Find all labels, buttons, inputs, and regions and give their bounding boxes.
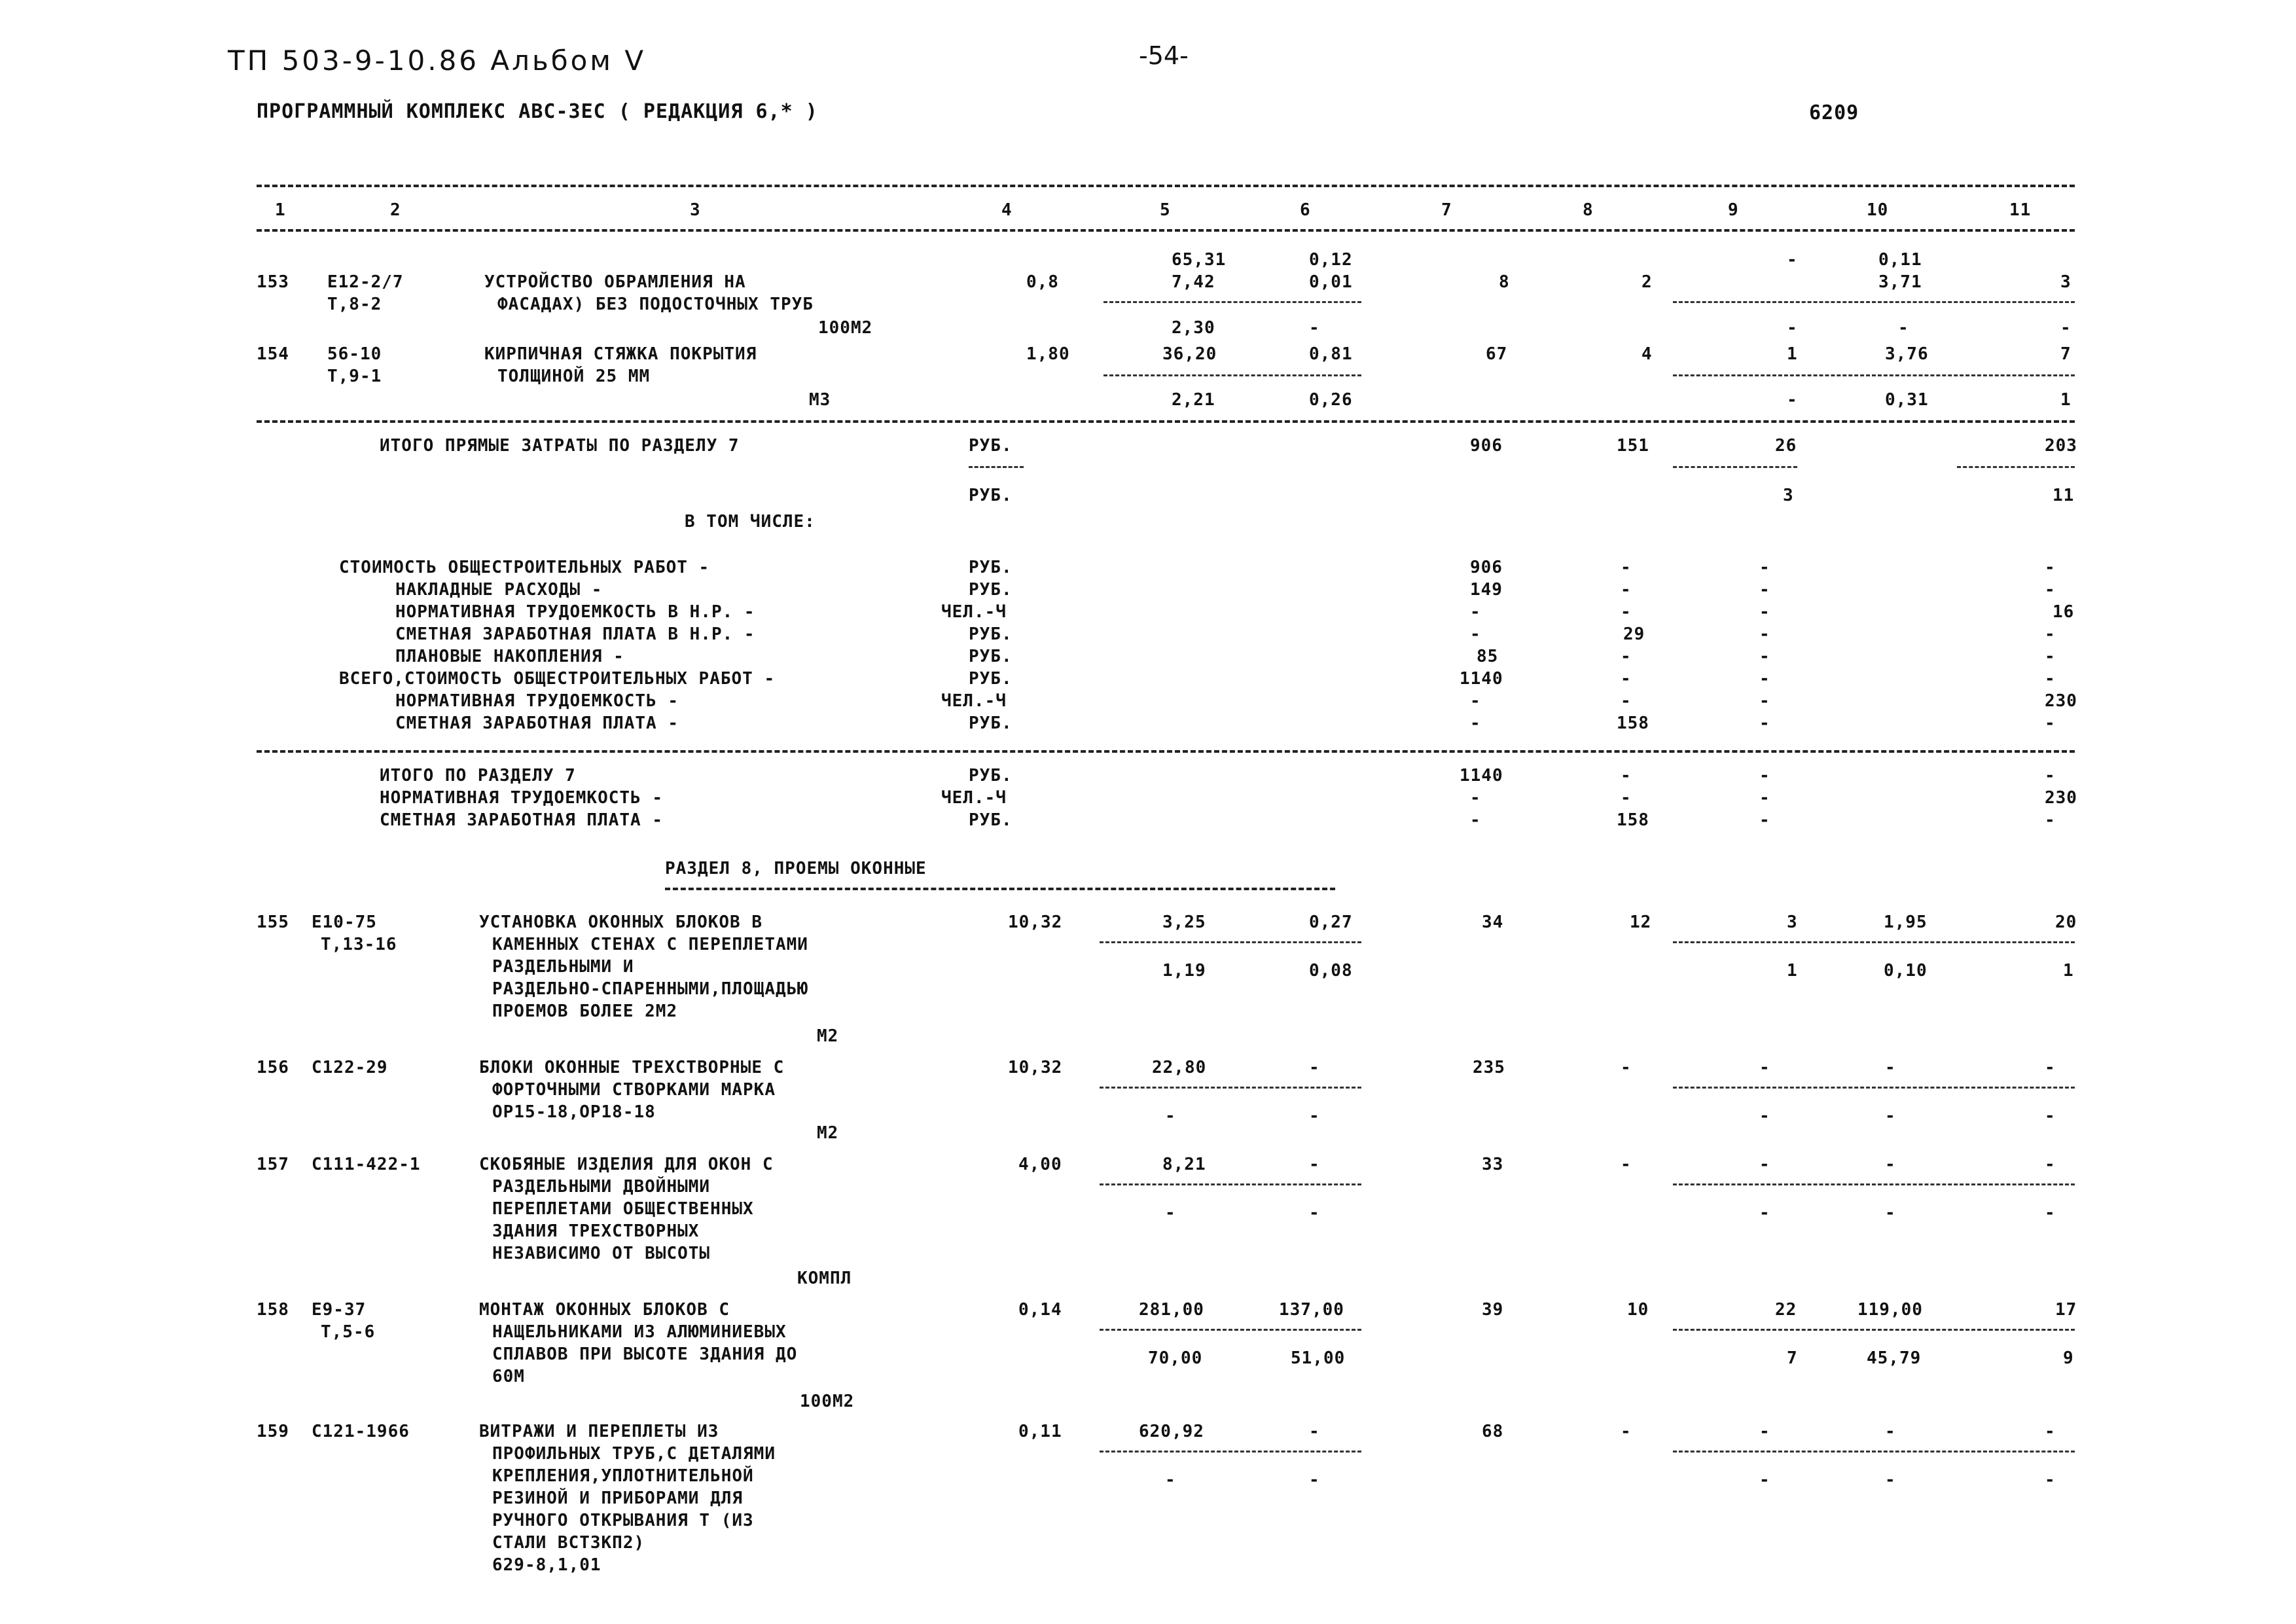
- row-c10a: -: [1885, 1155, 1896, 1174]
- row-c10a: -: [1885, 1422, 1896, 1441]
- itogo-c9: -: [1759, 766, 1770, 785]
- row-c10b: 3,71: [1878, 272, 1922, 292]
- row-c5b: -: [1165, 1203, 1176, 1223]
- row-desc-line: ТОЛЩИНОЙ 25 ММ: [497, 367, 651, 386]
- row-unit: 100М2: [818, 318, 873, 338]
- row-c5a: 65,31: [1172, 250, 1227, 270]
- itogo-c9: -: [1759, 810, 1770, 830]
- row-c9b: -: [1759, 1203, 1770, 1223]
- row-c6a: 137,00: [1279, 1300, 1344, 1320]
- row-desc-line: БЛОКИ ОКОННЫЕ ТРЕХСТВОРНЫЕ С: [479, 1058, 785, 1077]
- unit-divider: [969, 466, 1024, 468]
- row-desc-line: УСТРОЙСТВО ОБРАМЛЕНИЯ НА: [484, 272, 746, 292]
- breakdown-c8: -: [1621, 691, 1632, 711]
- row-c8: -: [1621, 1058, 1632, 1077]
- itogo-direct-label: ИТОГО ПРЯМЫЕ ЗАТРАТЫ ПО РАЗДЕЛУ 7: [380, 436, 740, 456]
- itogo-c7: 1140: [1460, 766, 1503, 785]
- itogo-unit: РУБ.: [969, 810, 1013, 830]
- row-c7: 68: [1482, 1422, 1504, 1441]
- row-desc-line: ВИТРАЖИ И ПЕРЕПЛЕТЫ ИЗ: [479, 1422, 719, 1441]
- row-desc-line: ПЕРЕПЛЕТАМИ ОБЩЕСТВЕННЫХ: [492, 1199, 754, 1219]
- row-qty: 0,14: [1018, 1300, 1062, 1320]
- row-c9b: -: [1787, 390, 1798, 410]
- row-desc-line: НАЩЕЛЬНИКАМИ ИЗ АЛЮМИНИЕВЫХ: [492, 1322, 787, 1342]
- itogo-unit: РУБ.: [969, 766, 1013, 785]
- itogo-c9: -: [1759, 788, 1770, 808]
- row-c6b: -: [1309, 1470, 1320, 1490]
- row-desc-line: 629-8,1,01: [492, 1555, 601, 1575]
- row-c5a: 22,80: [1152, 1058, 1207, 1077]
- row-qty: 1,80: [1026, 344, 1070, 364]
- breakdown-unit: РУБ.: [969, 558, 1013, 577]
- row-c6b: -: [1309, 1203, 1320, 1223]
- breakdown-c11: 230: [2045, 691, 2077, 711]
- cell-divider: [1673, 374, 2075, 376]
- row-c8: -: [1621, 1155, 1632, 1174]
- breakdown-label: НАКЛАДНЫЕ РАСХОДЫ -: [395, 580, 603, 600]
- row-c10c: -: [1898, 318, 1909, 338]
- breakdown-c9: -: [1759, 580, 1770, 600]
- itogo-direct-c11a: 203: [2045, 436, 2077, 456]
- breakdown-c9: -: [1759, 624, 1770, 644]
- row-qty: 10,32: [1008, 1058, 1063, 1077]
- row-c11b: -: [2045, 1203, 2056, 1223]
- row-c5c: 2,30: [1172, 318, 1215, 338]
- row-c7: 8: [1499, 272, 1510, 292]
- breakdown-c8: 29: [1623, 624, 1645, 644]
- row-qty: 10,32: [1008, 912, 1063, 932]
- col-2: 2: [390, 200, 401, 220]
- page-number: -54-: [1139, 41, 1189, 70]
- row-c11a: 17: [2055, 1300, 2077, 1320]
- row-c11a: -: [2045, 1058, 2056, 1077]
- row-number: 159: [257, 1422, 289, 1441]
- row-code-sub: Т,9-1: [327, 367, 382, 386]
- breakdown-c11: 16: [2053, 602, 2075, 622]
- cell-divider: [1100, 1451, 1361, 1453]
- row-desc-line: КИРПИЧНАЯ СТЯЖКА ПОКРЫТИЯ: [484, 344, 757, 364]
- row-desc-line: РЕЗИНОЙ И ПРИБОРАМИ ДЛЯ: [492, 1489, 744, 1508]
- row-c6a: 0,27: [1309, 912, 1353, 932]
- row-c11a: -: [2045, 1422, 2056, 1441]
- breakdown-c11: -: [2045, 669, 2056, 689]
- row-c5a: 8,21: [1162, 1155, 1206, 1174]
- row-desc-line: УСТАНОВКА ОКОННЫХ БЛОКОВ В: [479, 912, 762, 932]
- row-c6a: 0,12: [1309, 250, 1353, 270]
- breakdown-label: СМЕТНАЯ ЗАРАБОТНАЯ ПЛАТА В Н.Р. -: [395, 624, 755, 644]
- header-rule-bottom: [257, 229, 2075, 232]
- itogo-label: СМЕТНАЯ ЗАРАБОТНАЯ ПЛАТА -: [380, 810, 663, 830]
- row-c9a: -: [1759, 1422, 1770, 1441]
- row-c10a: 1,95: [1884, 912, 1928, 932]
- cell-divider: [1673, 1329, 2075, 1331]
- itogo-direct-unit: РУБ.: [969, 436, 1013, 456]
- row-c9a: -: [1787, 250, 1798, 270]
- row-c9a: -: [1759, 1058, 1770, 1077]
- col-5: 5: [1160, 200, 1171, 220]
- row-c6a: -: [1309, 1422, 1320, 1441]
- itogo-c8: 158: [1617, 810, 1649, 830]
- row-c11b: -: [2045, 1470, 2056, 1490]
- cell-divider: [1673, 301, 2075, 303]
- row-c5b: 70,00: [1148, 1348, 1203, 1368]
- cell-divider: [1100, 1087, 1361, 1089]
- row-desc-line: ФОРТОЧНЫМИ СТВОРКАМИ МАРКА: [492, 1080, 776, 1100]
- itogo-c8: -: [1621, 766, 1632, 785]
- row-c11: 7: [2060, 344, 2072, 364]
- row-c6b: 0,08: [1309, 961, 1353, 981]
- row-number: 155: [257, 912, 289, 932]
- doc-code: ТП 503-9-10.86 Альбом V: [228, 45, 647, 77]
- row-c6b: -: [1309, 1106, 1320, 1126]
- breakdown-c7: -: [1470, 602, 1481, 622]
- row-qty: 4,00: [1018, 1155, 1062, 1174]
- row-c9b: -: [1759, 1470, 1770, 1490]
- row-desc-line: КРЕПЛЕНИЯ,УПЛОТНИТЕЛЬНОЙ: [492, 1466, 754, 1486]
- row-c7: 33: [1482, 1155, 1504, 1174]
- row-c5b: 1,19: [1162, 961, 1206, 981]
- cell-divider: [1673, 1183, 2075, 1185]
- breakdown-c8: -: [1621, 647, 1632, 666]
- breakdown-c8: 158: [1617, 713, 1649, 733]
- breakdown-c9: -: [1759, 713, 1770, 733]
- breakdown-label: НОРМАТИВНАЯ ТРУДОЕМКОСТЬ -: [395, 691, 679, 711]
- itogo-unit: ЧЕЛ.-Ч: [941, 788, 1007, 808]
- row-c11: 3: [2060, 272, 2072, 292]
- row-c7: 67: [1486, 344, 1508, 364]
- row-c11b: 1: [2060, 390, 2072, 410]
- row-c8: -: [1621, 1422, 1632, 1441]
- breakdown-unit: РУБ.: [969, 624, 1013, 644]
- row-c10b: 0,31: [1885, 390, 1929, 410]
- row-desc-line: СПЛАВОВ ПРИ ВЫСОТЕ ЗДАНИЯ ДО: [492, 1344, 798, 1364]
- row-c7: 235: [1473, 1058, 1505, 1077]
- row-c6c: -: [1309, 318, 1320, 338]
- itogo-direct-c9b: 3: [1783, 486, 1794, 505]
- itogo-c11: 230: [2045, 788, 2077, 808]
- breakdown-c9: -: [1759, 602, 1770, 622]
- row-c11b: -: [2060, 318, 2072, 338]
- itogo-direct-c7: 906: [1470, 436, 1503, 456]
- row-unit: КОМПЛ: [797, 1269, 852, 1288]
- breakdown-unit: ЧЕЛ.-Ч: [941, 691, 1007, 711]
- row-desc-line: ФАСАДАХ) БЕЗ ПОДОСТОЧНЫХ ТРУБ: [497, 295, 814, 314]
- breakdown-c11: -: [2045, 580, 2056, 600]
- cell-divider: [1103, 301, 1361, 303]
- row-c11a: -: [2045, 1155, 2056, 1174]
- section-title: РАЗДЕЛ 8, ПРОЕМЫ ОКОННЫЕ: [665, 859, 927, 878]
- row-code-sub: Т,13-16: [321, 935, 397, 954]
- row-c10b: 45,79: [1867, 1348, 1922, 1368]
- row-c7: 34: [1482, 912, 1504, 932]
- section-rule: [257, 750, 2075, 753]
- breakdown-unit: РУБ.: [969, 580, 1013, 600]
- row-c5b: 2,21: [1172, 390, 1215, 410]
- breakdown-c7: -: [1470, 691, 1481, 711]
- row-c8: 10: [1627, 1300, 1649, 1320]
- row-c9a: -: [1759, 1155, 1770, 1174]
- row-c10a: 0,11: [1878, 250, 1922, 270]
- breakdown-c9: -: [1759, 558, 1770, 577]
- itogo-c11: -: [2045, 766, 2056, 785]
- col-7: 7: [1441, 200, 1452, 220]
- breakdown-label: СМЕТНАЯ ЗАРАБОТНАЯ ПЛАТА -: [395, 713, 679, 733]
- breakdown-c11: -: [2045, 624, 2056, 644]
- row-unit: М3: [809, 390, 831, 410]
- breakdown-label: НОРМАТИВНАЯ ТРУДОЕМКОСТЬ В Н.Р. -: [395, 602, 755, 622]
- breakdown-label: ПЛАНОВЫЕ НАКОПЛЕНИЯ -: [395, 647, 624, 666]
- row-c5b: -: [1165, 1106, 1176, 1126]
- row-c9a: 22: [1775, 1300, 1797, 1320]
- cell-divider: [1957, 466, 2075, 468]
- row-number: 154: [257, 344, 289, 364]
- row-c11b: 1: [2063, 961, 2074, 981]
- row-c6a: -: [1309, 1058, 1320, 1077]
- row-desc-line: ПРОФИЛЬНЫХ ТРУБ,С ДЕТАЛЯМИ: [492, 1444, 776, 1464]
- breakdown-c9: -: [1759, 691, 1770, 711]
- cell-divider: [1673, 1087, 2075, 1089]
- section-rule: [257, 420, 2075, 423]
- col-8: 8: [1583, 200, 1594, 220]
- row-c9b: -: [1787, 318, 1798, 338]
- row-c10b: -: [1885, 1203, 1896, 1223]
- vtom-heading: В ТОМ ЧИСЛЕ:: [685, 512, 816, 532]
- breakdown-c7: 1140: [1460, 669, 1503, 689]
- itogo-direct-c8: 151: [1617, 436, 1649, 456]
- col-3: 3: [690, 200, 701, 220]
- breakdown-c9: -: [1759, 669, 1770, 689]
- row-c9a: 3: [1787, 912, 1798, 932]
- row-desc-line: СТАЛИ ВСТ3КП2): [492, 1533, 645, 1553]
- row-unit: М2: [817, 1026, 839, 1046]
- row-desc-line: МОНТАЖ ОКОННЫХ БЛОКОВ С: [479, 1300, 730, 1320]
- row-c6b: 0,26: [1309, 390, 1353, 410]
- row-number: 153: [257, 272, 289, 292]
- itogo-direct-unit-2: РУБ.: [969, 486, 1013, 505]
- breakdown-c8: -: [1621, 602, 1632, 622]
- row-c11b: 9: [2063, 1348, 2074, 1368]
- breakdown-c9: -: [1759, 647, 1770, 666]
- breakdown-c11: -: [2045, 558, 2056, 577]
- cell-divider: [1100, 941, 1361, 943]
- breakdown-c11: -: [2045, 647, 2056, 666]
- breakdown-label: СТОИМОСТЬ ОБЩЕСТРОИТЕЛЬНЫХ РАБОТ -: [339, 558, 710, 577]
- cell-divider: [1673, 466, 1797, 468]
- breakdown-c7: -: [1470, 713, 1481, 733]
- row-c8: 4: [1641, 344, 1653, 364]
- col-10: 10: [1867, 200, 1889, 220]
- row-c9a: 1: [1787, 344, 1798, 364]
- row-c10a: -: [1885, 1058, 1896, 1077]
- row-desc-line: ОР15-18,ОР18-18: [492, 1102, 656, 1122]
- row-desc-line: ЗДАНИЯ ТРЕХСТВОРНЫХ: [492, 1221, 700, 1241]
- row-c9b: 7: [1787, 1348, 1798, 1368]
- breakdown-unit: РУБ.: [969, 713, 1013, 733]
- breakdown-c8: -: [1621, 580, 1632, 600]
- row-code-sub: Т,8-2: [327, 295, 382, 314]
- row-c6b: 0,01: [1309, 272, 1353, 292]
- row-c6a: -: [1309, 1155, 1320, 1174]
- row-desc-line: ПРОЕМОВ БОЛЕЕ 2М2: [492, 1001, 678, 1021]
- row-desc-line: РАЗДЕЛЬНО-СПАРЕННЫМИ,ПЛОЩАДЬЮ: [492, 979, 808, 999]
- row-qty: 0,8: [1026, 272, 1059, 292]
- row-c10a: 119,00: [1857, 1300, 1923, 1320]
- col-11: 11: [2009, 200, 2032, 220]
- breakdown-c7: 906: [1470, 558, 1503, 577]
- breakdown-c7: 149: [1470, 580, 1503, 600]
- cell-divider: [1103, 374, 1361, 376]
- row-c11a: 20: [2055, 912, 2077, 932]
- section-title-underline: [665, 888, 1335, 890]
- itogo-direct-c11b: 11: [2053, 486, 2075, 505]
- itogo-label: ИТОГО ПО РАЗДЕЛУ 7: [380, 766, 576, 785]
- row-unit: М2: [817, 1123, 839, 1143]
- cell-divider: [1673, 1451, 2075, 1453]
- col-9: 9: [1728, 200, 1739, 220]
- row-c10b: -: [1885, 1470, 1896, 1490]
- col-6: 6: [1300, 200, 1311, 220]
- col-1: 1: [275, 200, 286, 220]
- row-c11b: -: [2045, 1106, 2056, 1126]
- row-c7: 39: [1482, 1300, 1504, 1320]
- row-desc-line: КАМЕННЫХ СТЕНАХ С ПЕРЕПЛЕТАМИ: [492, 935, 808, 954]
- row-code: С121-1966: [312, 1422, 410, 1441]
- breakdown-unit: РУБ.: [969, 647, 1013, 666]
- breakdown-c11: -: [2045, 713, 2056, 733]
- row-code: Е10-75: [312, 912, 377, 932]
- code-right: 6209: [1809, 101, 1859, 124]
- row-desc-line: РАЗДЕЛЬНЫМИ ДВОЙНЫМИ: [492, 1177, 711, 1197]
- breakdown-label: ВСЕГО,СТОИМОСТЬ ОБЩЕСТРОИТЕЛЬНЫХ РАБОТ -: [339, 669, 776, 689]
- row-desc-line: СКОБЯНЫЕ ИЗДЕЛИЯ ДЛЯ ОКОН С: [479, 1155, 774, 1174]
- header-rule-top: [257, 185, 2075, 187]
- row-c8: 2: [1641, 272, 1653, 292]
- breakdown-c8: -: [1621, 669, 1632, 689]
- itogo-c11: -: [2045, 810, 2056, 830]
- row-desc-line: РАЗДЕЛЬНЫМИ И: [492, 957, 634, 977]
- breakdown-c8: -: [1621, 558, 1632, 577]
- row-c5a: 281,00: [1139, 1300, 1204, 1320]
- row-qty: 0,11: [1018, 1422, 1062, 1441]
- row-c5a: 36,20: [1162, 344, 1217, 364]
- itogo-direct-c9a: 26: [1775, 436, 1797, 456]
- row-code: Е12-2/7: [327, 272, 404, 292]
- itogo-label: НОРМАТИВНАЯ ТРУДОЕМКОСТЬ -: [380, 788, 663, 808]
- cell-divider: [1100, 1183, 1361, 1185]
- row-c5b: 7,42: [1172, 272, 1215, 292]
- row-c10b: 0,10: [1884, 961, 1928, 981]
- breakdown-unit: ЧЕЛ.-Ч: [941, 602, 1007, 622]
- row-c5a: 620,92: [1139, 1422, 1204, 1441]
- row-number: 157: [257, 1155, 289, 1174]
- row-code: С111-422-1: [312, 1155, 421, 1174]
- itogo-c8: -: [1621, 788, 1632, 808]
- row-c10a: 3,76: [1885, 344, 1929, 364]
- row-c6b: 51,00: [1291, 1348, 1346, 1368]
- row-code: 56-10: [327, 344, 382, 364]
- cell-divider: [1673, 941, 2075, 943]
- row-desc-line: РУЧНОГО ОТКРЫВАНИЯ Т (ИЗ: [492, 1511, 754, 1530]
- row-code: Е9-37: [312, 1300, 367, 1320]
- row-desc-line: НЕЗАВИСИМО ОТ ВЫСОТЫ: [492, 1244, 711, 1263]
- row-number: 158: [257, 1300, 289, 1320]
- program-line: ПРОГРАММНЫЙ КОМПЛЕКС АВС-3ЕС ( РЕДАКЦИЯ 6,* ): [257, 100, 818, 123]
- itogo-c7: -: [1470, 810, 1481, 830]
- row-desc-line: 60М: [492, 1367, 525, 1386]
- row-number: 156: [257, 1058, 289, 1077]
- itogo-c7: -: [1470, 788, 1481, 808]
- breakdown-unit: РУБ.: [969, 669, 1013, 689]
- col-4: 4: [1001, 200, 1013, 220]
- row-code: С122-29: [312, 1058, 388, 1077]
- row-c9b: 1: [1787, 961, 1798, 981]
- row-c8: 12: [1630, 912, 1652, 932]
- row-c10b: -: [1885, 1106, 1896, 1126]
- cell-divider: [1100, 1329, 1361, 1331]
- row-c5a: 3,25: [1162, 912, 1206, 932]
- row-c5b: -: [1165, 1470, 1176, 1490]
- row-code-sub: Т,5-6: [321, 1322, 376, 1342]
- row-c6a: 0,81: [1309, 344, 1353, 364]
- breakdown-c7: 85: [1477, 647, 1499, 666]
- breakdown-c7: -: [1470, 624, 1481, 644]
- row-unit: 100М2: [800, 1392, 855, 1411]
- row-c9b: -: [1759, 1106, 1770, 1126]
